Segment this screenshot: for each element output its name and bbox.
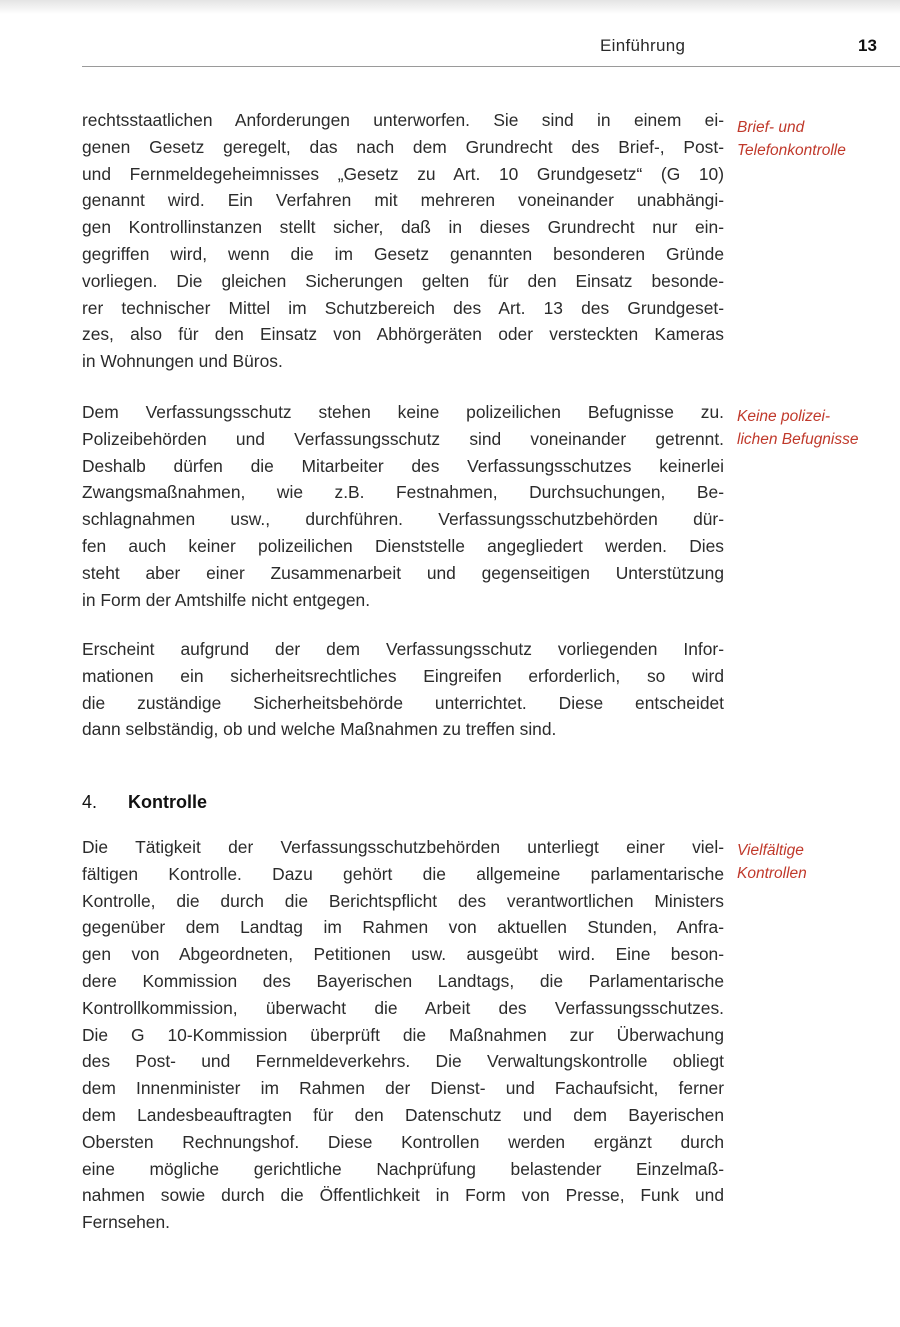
margin-note-line: Vielfältige <box>737 842 804 859</box>
text-line: und Fernmeldegeheimnisses „Gesetz zu Art. 10 Grundgesetz“ (G 10) <box>82 163 724 184</box>
text-line: die zuständige Sicherheitsbehörde unterrichtet. Diese entscheidet <box>82 692 724 713</box>
text-line: Deshalb dürfen die Mitarbeiter des Verfassungsschutzes keinerlei <box>82 455 724 476</box>
margin-note-line: Keine polizei- <box>737 408 831 425</box>
text-line: gegriffen wird, wenn die im Gesetz genannten besonderen Gründe <box>82 243 724 264</box>
text-line: Fernsehen. <box>82 1212 170 1233</box>
text-line: dann selbständig, ob und welche Maßnahmen zu treffen sind. <box>82 719 557 740</box>
text-line: Dem Verfassungsschutz stehen keine polizeilichen Befugnisse zu. <box>82 402 724 422</box>
text-line: in Form der Amtshilfe nicht entgegen. <box>82 589 371 610</box>
margin-note-line: lichen Befugnisse <box>737 431 859 448</box>
page-top-shadow <box>0 0 900 14</box>
text-line: Polizeibehörden und Verfassungsschutz sind voneinander getrennt. <box>82 428 724 449</box>
text-line: Zwangsmaßnahmen, wie z.B. Festnahmen, Durchsuchungen, Be- <box>82 482 724 503</box>
text-line: des Post- und Fernmeldeverkehrs. Die Verwaltungskontrolle obliegt <box>82 1051 724 1072</box>
margin-note <box>737 116 897 162</box>
text-line: Die G 10-Kommission überprüft die Maßnahmen zur Überwachung <box>82 1024 724 1045</box>
text-line: dem Landesbeauftragten für den Datenschutz und dem Bayerischen <box>82 1104 724 1125</box>
paragraph <box>82 107 724 375</box>
text-line: mationen ein sicherheitsrechtliches Eingreifen erforderlich, so wird <box>82 665 724 686</box>
text-line: in Wohnungen und Büros. <box>82 351 283 372</box>
text-line: fen auch keiner polizeilichen Dienststelle angegliedert werden. Dies <box>82 535 724 556</box>
text-line: steht aber einer Zusammenarbeit und gegenseitigen Unterstützung <box>82 562 724 583</box>
text-line: Kontrollkommission, überwacht die Arbeit des Verfassungsschutzes. <box>82 997 724 1018</box>
margin-note <box>737 839 897 885</box>
text-line: dere Kommission des Bayerischen Landtags, die Parlamentarische <box>82 970 724 991</box>
text-line: Erscheint aufgrund der dem Verfassungsschutz vorliegenden Infor- <box>82 639 724 659</box>
text-line: Kontrolle, die durch die Berichtspflicht des verantwortlichen Ministers <box>82 890 724 911</box>
text-line: vorliegen. Die gleichen Sicherungen gelten für den Einsatz besonde- <box>82 270 724 291</box>
section-heading <box>82 792 207 813</box>
text-line: gen Kontrollinstanzen stellt sicher, daß in dieses Grundrecht nur ein- <box>82 217 724 238</box>
text-line: eine mögliche gerichtliche Nachprüfung belastender Einzelmaß- <box>82 1158 724 1179</box>
text-line: gegenüber dem Landtag im Rahmen von aktuellen Stunden, Anfra- <box>82 917 724 938</box>
text-line: zes, also für den Einsatz von Abhörgeräten oder versteckten Kameras <box>82 324 724 345</box>
text-line: rechtsstaatlichen Anforderungen unterworfen. Sie sind in einem ei- <box>82 110 724 130</box>
margin-note <box>737 405 897 451</box>
text-line: fältigen Kontrolle. Dazu gehört die allgemeine parlamentarische <box>82 863 724 884</box>
text-line: schlagnahmen usw., durchführen. Verfassungsschutzbehörden dür- <box>82 509 724 530</box>
paragraph <box>82 834 724 1236</box>
paragraph <box>82 399 724 613</box>
text-line: genen Gesetz geregelt, das nach dem Grundrecht des Brief-, Post- <box>82 136 724 157</box>
text-line: Obersten Rechnungshof. Diese Kontrollen werden ergänzt durch <box>82 1131 724 1152</box>
margin-note-line: Kontrollen <box>737 865 807 882</box>
paragraph <box>82 636 724 743</box>
section-title: Kontrolle <box>128 792 207 812</box>
text-line: nahmen sowie durch die Öffentlichkeit in Form von Presse, Funk und <box>82 1185 724 1206</box>
text-line: rer technischer Mittel im Schutzbereich des Art. 13 des Grundgeset- <box>82 297 724 318</box>
header-rule <box>82 66 900 67</box>
text-line: dem Innenminister im Rahmen der Dienst- und Fachaufsicht, ferner <box>82 1078 724 1099</box>
margin-note-line: Brief- und <box>737 119 805 136</box>
running-head-chapter: Einführung <box>600 36 686 55</box>
text-line: Die Tätigkeit der Verfassungsschutzbehörden unterliegt einer viel- <box>82 837 724 857</box>
section-number: 4. <box>82 792 98 812</box>
text-line: genannt wird. Ein Verfahren mit mehreren voneinander unabhängi- <box>82 190 724 211</box>
text-line: gen von Abgeordneten, Petitionen usw. ausgeübt wird. Eine beson- <box>82 944 724 965</box>
margin-note-line: Telefonkontrolle <box>737 142 846 159</box>
page-number: 13 <box>858 36 877 55</box>
